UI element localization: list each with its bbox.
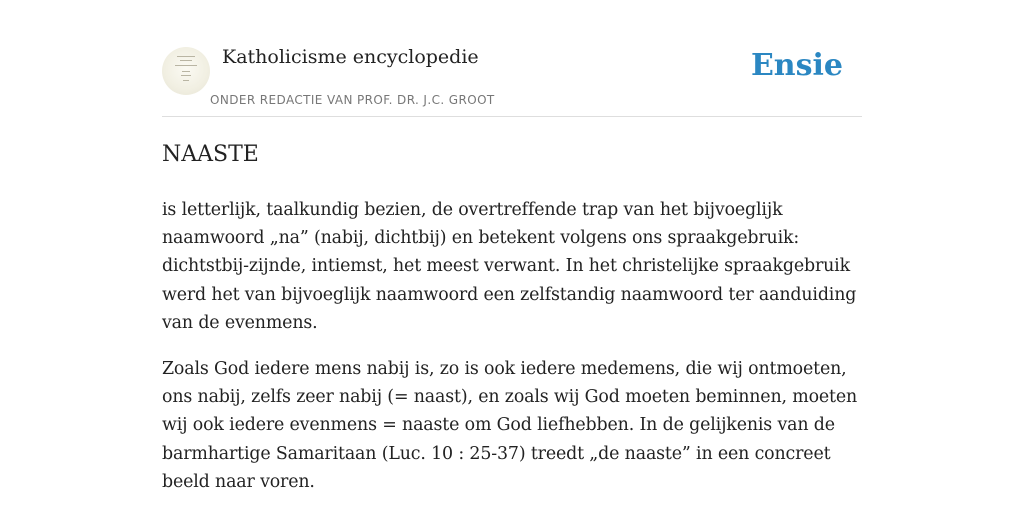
article-paragraph: Zoals God iedere mens nabij is, zo is ook iedere medemens, die wij ontmoeten, ons nabij, zelfs zeer nabij (= naast), en zoals wij God moeten beminnen, moeten wij ook iedere evenmens = naaste om God liefhebben. In de gelijkenis van de barmhartige Samaritaan (Luc. 10 : 25-37) treedt „de naaste” in een concreet beeld naar voren. <box>162 359 858 492</box>
article-headword: NAASTE <box>162 142 259 167</box>
encyclopedia-title[interactable]: Katholicisme encyclopedie <box>222 46 479 68</box>
site-header <box>162 0 862 117</box>
book-cover-icon[interactable] <box>162 47 210 95</box>
article-paragraph: is letterlijk, taalkundig bezien, de overtreffende trap van het bijvoeglijk naamwoord „na” (nabij, dichtbij) en betekent volgens ons spraakgebruik: dichtstbij-zijnde, intiemst, het meest verwant. In het christelijke spraakgebruik werd het van bijvoeglijk naamwoord een zelfstandig naamwoord ter aanduiding van de evenmens. <box>162 200 857 333</box>
editor-subtitle: ONDER REDACTIE VAN PROF. DR. J.C. GROOT <box>210 93 495 107</box>
brand-logo[interactable]: Ensie <box>750 48 843 83</box>
article <box>162 138 864 512</box>
